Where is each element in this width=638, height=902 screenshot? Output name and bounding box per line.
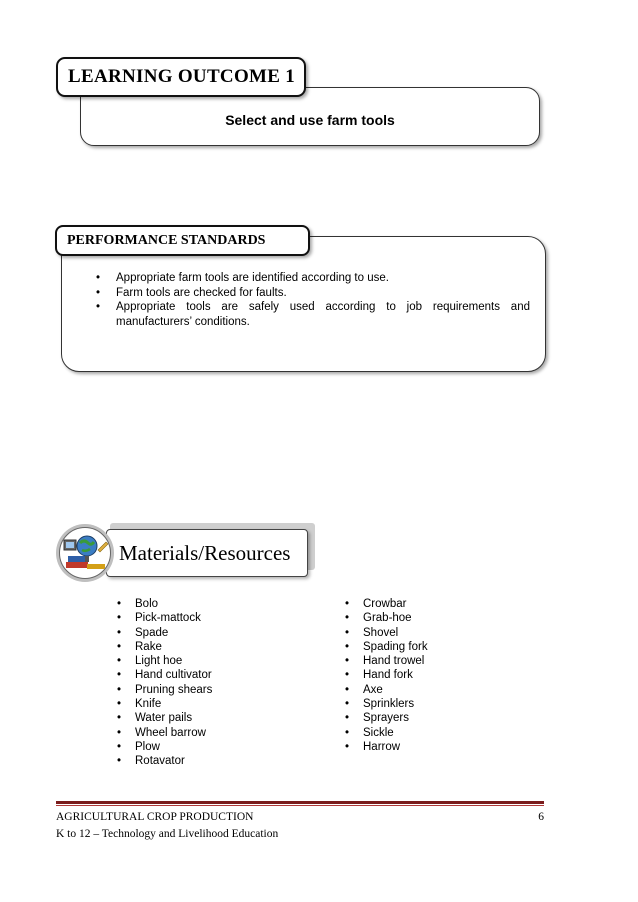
list-item: • Appropriate farm tools are identified according to use.: [96, 271, 530, 286]
list-item: • Knife: [117, 697, 212, 711]
list-item: • Light hoe: [117, 654, 212, 668]
list-item: • Sickle: [345, 726, 428, 740]
list-item: • Crowbar: [345, 597, 428, 611]
performance-standards-list: [96, 271, 530, 329]
page-footer: [56, 809, 544, 843]
materials-title: Materials/Resources: [106, 529, 308, 577]
learning-outcome-subtitle: Select and use farm tools: [225, 112, 395, 128]
performance-standards-title: PERFORMANCE STANDARDS: [55, 225, 310, 256]
list-item: • Pick-mattock: [117, 611, 212, 625]
page-number: 6: [538, 811, 544, 823]
materials-list-left: [117, 597, 212, 769]
globe-books-icon: [59, 527, 111, 579]
list-item: • Spade: [117, 626, 212, 640]
materials-list-right: [345, 597, 428, 754]
list-item: • Water pails: [117, 711, 212, 725]
list-item: • Shovel: [345, 626, 428, 640]
footer-program: K to 12 – Technology and Livelihood Education: [56, 828, 279, 840]
list-item: • Sprinklers: [345, 697, 428, 711]
footer-rule: [56, 801, 544, 804]
list-item: • Plow: [117, 740, 212, 754]
list-item: • Appropriate tools are safely used according to job requirements and manufacturers’ conditions.: [96, 300, 530, 329]
learning-outcome-title: LEARNING OUTCOME 1: [56, 57, 306, 97]
list-item: • Wheel barrow: [117, 726, 212, 740]
list-item: • Harrow: [345, 740, 428, 754]
list-item: • Farm tools are checked for faults.: [96, 286, 530, 301]
list-item: • Hand fork: [345, 668, 428, 682]
list-item: • Spading fork: [345, 640, 428, 654]
footer-rule-thin: [56, 805, 544, 806]
list-item: • Grab-hoe: [345, 611, 428, 625]
list-item: • Rake: [117, 640, 212, 654]
list-item: • Pruning shears: [117, 683, 212, 697]
footer-course: AGRICULTURAL CROP PRODUCTION: [56, 811, 254, 823]
list-item: • Rotavator: [117, 754, 212, 768]
list-item: • Axe: [345, 683, 428, 697]
list-item: • Bolo: [117, 597, 212, 611]
list-item: • Hand cultivator: [117, 668, 212, 682]
list-item: • Sprayers: [345, 711, 428, 725]
list-item: • Hand trowel: [345, 654, 428, 668]
